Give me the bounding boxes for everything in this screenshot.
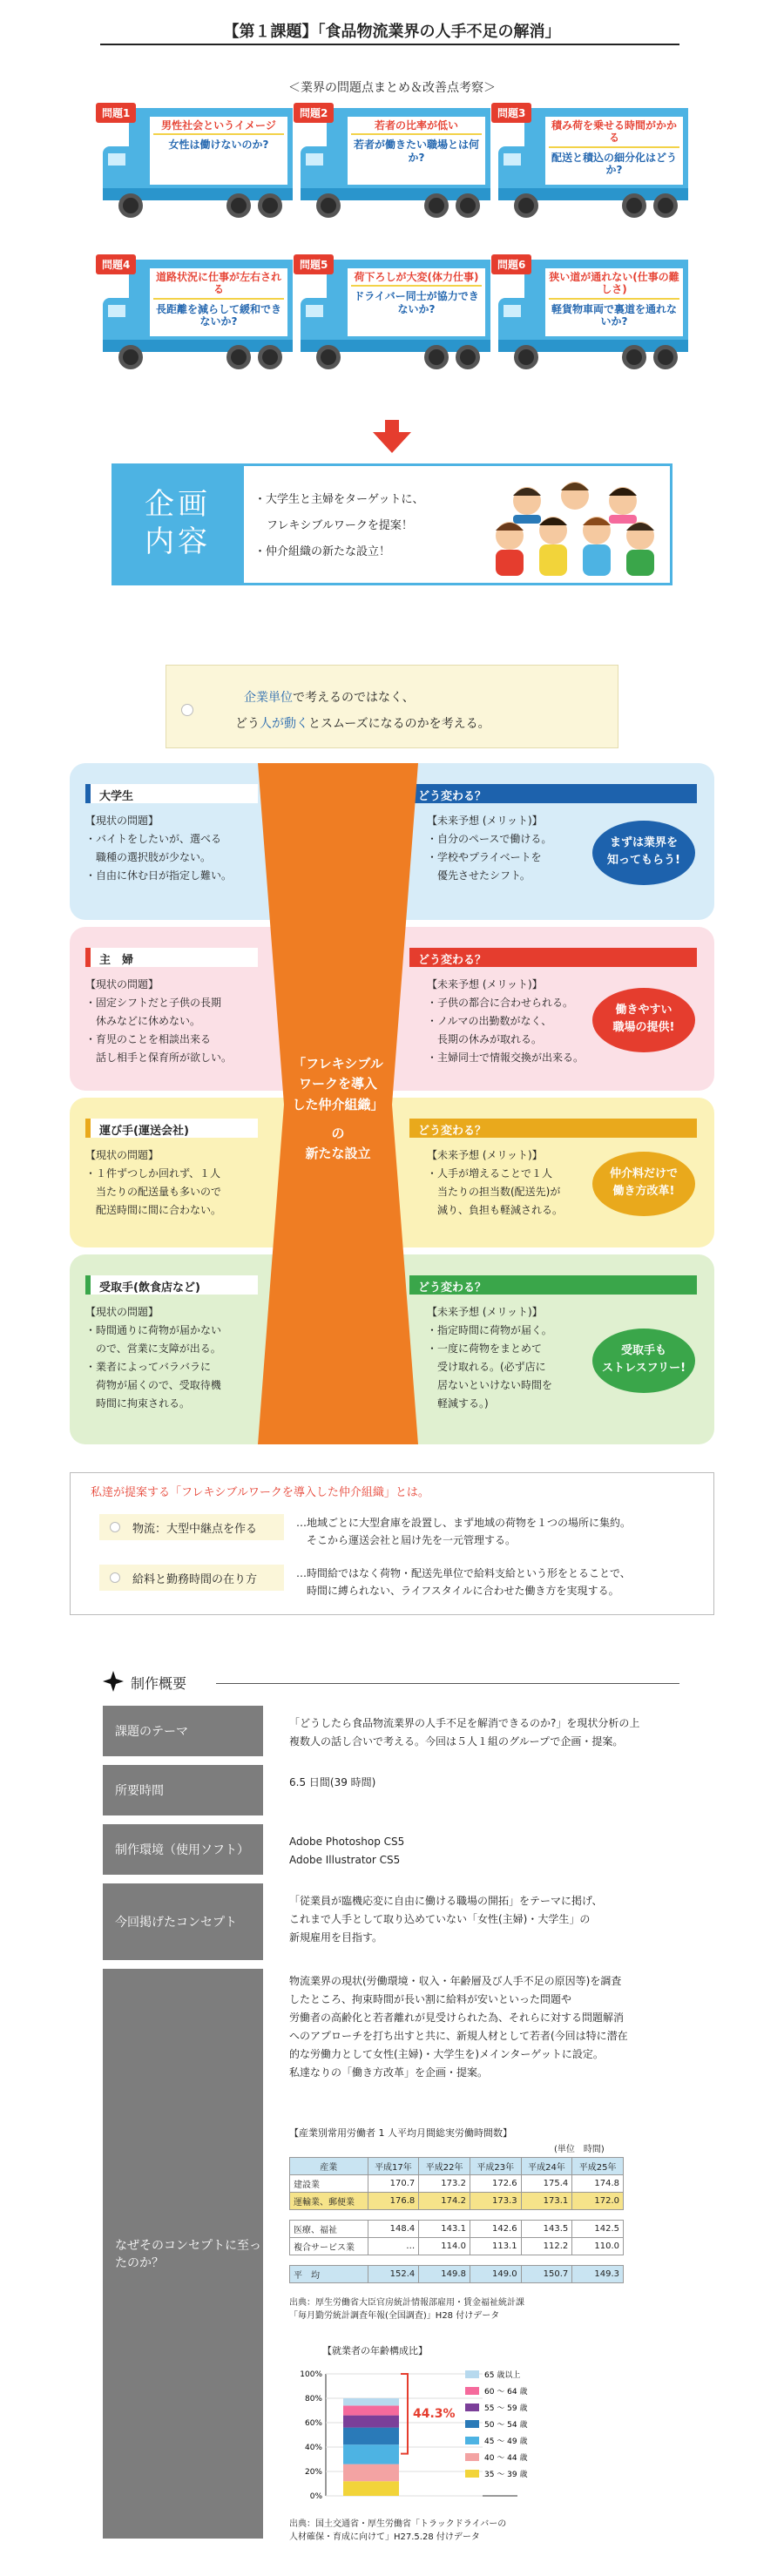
table-cell: 152.4 — [368, 2266, 419, 2283]
bar-segment — [343, 2398, 399, 2405]
row-text-line: 労働者の高齢化と若者離れが見受けられた為、それらに対する問題解消 — [289, 2011, 625, 2024]
truck-window — [306, 153, 323, 166]
problem-text: 狭い道が通れない(仕事の難しさ) — [549, 271, 679, 300]
desc-line: …時間給ではなく荷物・配送先単位で給料支給という形をとることで、 — [296, 1567, 631, 1579]
table-row — [290, 2238, 624, 2255]
row-text-line: Adobe Illustrator CS5 — [289, 1854, 401, 1866]
improvement-text: 配送と積込の細分化はどうか? — [551, 151, 677, 177]
wheel-icon — [622, 345, 646, 369]
bar-segment — [343, 2405, 399, 2415]
legend-label: 60 ～ 64 歳 — [484, 2388, 528, 2397]
current-line: ・業者によってバラバラに — [85, 1361, 212, 1373]
legend-swatch — [465, 2404, 479, 2411]
bar-segment — [343, 2464, 399, 2482]
badge-line: 働き方改革! — [612, 1184, 675, 1198]
desc-line: 時間に縛られない、ライフスタイルに合わせた働き方を実現する。 — [296, 1585, 619, 1598]
overview-row-label: 課題のテーマ — [103, 1706, 263, 1756]
future-line: 居ないといけない時間を — [427, 1379, 553, 1391]
section-badge — [592, 988, 695, 1052]
future-line: 当たりの担当数(配送先)が — [427, 1186, 561, 1198]
source-line: 「毎月勤労統計調査年報(全国調査)」H28 付けデータ — [289, 2311, 500, 2321]
current-line: ・時間通りに荷物が届かない — [85, 1324, 222, 1336]
current-title: 【現状の問題】 — [85, 1149, 159, 1161]
pill-label: 物流：大型中継点を作る — [132, 1523, 258, 1536]
wheel-icon — [226, 193, 251, 218]
overview-row-label: なぜそのコンセプトに至ったのか？ — [103, 1969, 263, 2539]
center-line: ワークを導入 — [298, 1076, 377, 1092]
section-label: 運び手(運送会社) — [85, 1119, 258, 1138]
wheel-icon — [456, 345, 480, 369]
source-line: 出典：国土交通省・厚生労働省「トラックドライバーの — [289, 2519, 507, 2529]
center-text — [258, 1054, 418, 1164]
wheel-icon — [653, 345, 678, 369]
desc-line: そこから運送会社と屆け先を一元管理する。 — [296, 1534, 517, 1547]
table-header-cell: 平成25年 — [572, 2158, 624, 2175]
table-row — [290, 2193, 624, 2210]
plan-item: フレキシブルワークを提案！ — [267, 519, 413, 532]
section-badge — [592, 1329, 695, 1393]
improvement-text: 若者が働きたい職場とは何か? — [353, 139, 479, 164]
wheel-icon — [258, 345, 282, 369]
row-text-line: へのアプローチを打ち出すと共に、新規人材として若者(今回は特に潜在 — [289, 2030, 628, 2042]
table-cell: 110.0 — [572, 2238, 624, 2255]
table-cell: 149.0 — [470, 2266, 521, 2283]
truck-window — [108, 153, 125, 166]
improvement-text: 長距離を減らして緩和できないか? — [155, 302, 281, 328]
truck-panel — [150, 268, 287, 336]
table-cell: 173.1 — [521, 2193, 572, 2210]
row-text-line: 的な労働力として女性(主婦)・大学生を)メインターゲットに設定。 — [289, 2048, 604, 2060]
table-cell: 174.8 — [572, 2175, 624, 2193]
section-label: 大学生 — [85, 784, 258, 803]
future-line: 減り、負担も軽減される。 — [427, 1204, 564, 1216]
problem-truck — [294, 254, 492, 385]
table-title: 【産業別常用労働者 1 人平均月間総実労働時間数】 — [289, 2127, 512, 2139]
legend-swatch — [465, 2453, 479, 2461]
wheel-icon — [653, 193, 678, 218]
future-line: 長期の休みが取れる。 — [427, 1033, 543, 1045]
summary-desc — [296, 1514, 631, 1550]
problem-truck — [491, 254, 690, 385]
table-cell: 142.5 — [572, 2221, 624, 2238]
note-line-1 — [244, 688, 415, 706]
problem-text: 若者の比率が低い — [351, 119, 482, 135]
table-cell: 114.0 — [419, 2238, 470, 2255]
section-label: 受取手(飲食店など) — [85, 1275, 258, 1295]
current-line: ・固定シフトだと子供の長期 — [85, 997, 222, 1009]
future-line: 優先させたシフト。 — [427, 869, 531, 882]
future-line: ・自分のペースで働ける。 — [427, 833, 552, 845]
section-label: 主 婦 — [85, 948, 258, 967]
table-cell: 176.8 — [368, 2193, 419, 2210]
badge-line: 受取手も — [620, 1344, 666, 1357]
wheel-icon — [316, 345, 341, 369]
table-cell: 149.3 — [572, 2266, 624, 2283]
problem-truck — [96, 254, 294, 385]
note-highlight: 人が動く — [260, 717, 308, 731]
table-row — [290, 2175, 624, 2193]
problem-text: 荷下ろしが大変(体力仕事) — [351, 271, 482, 287]
wheel-icon — [424, 193, 449, 218]
problem-text: 道路状況に仕事が左右される — [153, 271, 284, 300]
table-cell: 医療、福祉 — [290, 2221, 368, 2238]
table-header-cell: 平成22年 — [419, 2158, 470, 2175]
current-line: ・バイトをしたいが、選べる — [85, 833, 222, 845]
badge-line: 働きやすい — [615, 1004, 672, 1017]
future-line: ・学校やプライベートを — [427, 851, 542, 863]
overview-rule — [216, 1683, 679, 1684]
future-line: ・指定時間に荷物が届く。 — [427, 1324, 552, 1336]
table-cell: 172.0 — [572, 2193, 624, 2210]
center-line: の — [331, 1125, 345, 1141]
current-line: 話し相手と保育所が欲しい。 — [85, 1051, 233, 1064]
y-tick-label: 40% — [304, 2444, 322, 2452]
truck-panel — [150, 117, 287, 185]
problem-text: 男性社会というイメージ — [153, 119, 284, 135]
chart-source — [289, 2518, 506, 2544]
future-merits — [427, 1146, 563, 1220]
legend-swatch — [465, 2420, 479, 2428]
source-line: 出典：厚生労働省大臣官房統計情報部雇用・賃金福祉統計課 — [289, 2298, 524, 2308]
future-line: ・主婦同士で情報交換が出来る。 — [427, 1051, 585, 1064]
row-text-line: したところ、拘束時間が長い割に給料が安いといった問題や — [289, 1993, 572, 2005]
legend-label: 50 ～ 54 歳 — [484, 2421, 528, 2430]
how-change-bar: どう変わる？ — [409, 784, 697, 803]
problem-tag: 問題3 — [491, 103, 531, 123]
future-title: 【未来予想 (メリット)】 — [427, 1306, 543, 1318]
row-text-line: 6.5 日間(39 時間) — [289, 1776, 376, 1788]
plan-label — [112, 463, 244, 585]
current-problems — [85, 812, 232, 885]
future-line: 受け取れる。(必ず店に — [427, 1361, 546, 1373]
section-badge — [592, 1152, 695, 1216]
overview-row-label: 制作環境（使用ソフト） — [103, 1824, 263, 1875]
table-cell: 113.1 — [470, 2238, 521, 2255]
problem-tag: 問題1 — [96, 103, 136, 123]
current-line: 時間に拘束される。 — [85, 1397, 191, 1410]
truck-window — [306, 305, 323, 317]
improvement-text: 軽貨物車両で裏道を通れないか? — [551, 302, 677, 328]
table-cell: 172.6 — [470, 2175, 521, 2193]
badge-line: ストレスフリー! — [601, 1361, 686, 1375]
future-title: 【未来予想 (メリット)】 — [427, 978, 543, 991]
wheel-icon — [622, 193, 646, 218]
center-line: 新たな設立 — [305, 1146, 371, 1161]
current-title: 【現状の問題】 — [85, 815, 159, 827]
row-text-line: 新規雇用を目指す。 — [289, 1931, 383, 1944]
wheel-icon — [118, 193, 143, 218]
bar-segment — [343, 2444, 399, 2464]
y-tick-label: 80% — [304, 2395, 322, 2404]
crowd-illustration — [492, 475, 658, 578]
table-header-cell: 平成17年 — [368, 2158, 419, 2175]
overview-row-text — [289, 1892, 681, 1947]
hours-table — [289, 2157, 624, 2283]
current-line: ・１件ずつしか回れず、１人 — [85, 1167, 221, 1180]
row-text-line: 「どうしたら食品物流業界の人手不足を解消できるのか?」を現状分析の上 — [289, 1717, 640, 1729]
note-box — [166, 665, 618, 748]
legend-label: 40 ～ 44 歳 — [484, 2454, 528, 2463]
table-cell: 149.8 — [419, 2266, 470, 2283]
note-line-2 — [235, 714, 490, 732]
legend-swatch — [465, 2437, 479, 2444]
table-cell: 148.4 — [368, 2221, 419, 2238]
crowd-faces-icon — [496, 482, 654, 576]
chart-title: 【就業者の年齢構成比】 — [322, 2345, 428, 2356]
legend-label: 35 ～ 39 歳 — [484, 2471, 528, 2479]
overview-row-text — [289, 1833, 681, 1869]
table-header-cell: 平成24年 — [521, 2158, 572, 2175]
truck-window — [108, 305, 125, 317]
wheel-icon — [316, 193, 341, 218]
truck-window — [504, 153, 521, 166]
current-line: 配送時間に間に合わない。 — [85, 1204, 222, 1216]
overview-heading: 制作概要 — [131, 1675, 187, 1692]
table-cell: 建設業 — [290, 2175, 368, 2193]
y-tick-label: 100% — [300, 2370, 322, 2379]
current-line: ・自由に休む日が指定し難い。 — [85, 869, 233, 882]
summary-pill — [99, 1565, 284, 1591]
problem-truck — [294, 103, 492, 233]
table-gap — [290, 2210, 624, 2221]
wheel-icon — [424, 345, 449, 369]
note-text: どう — [235, 717, 260, 731]
current-problems — [85, 1146, 221, 1220]
current-line: ので、営業に支障が出る。 — [85, 1342, 221, 1355]
y-tick-label: 60% — [304, 2419, 322, 2428]
legend-label: 65 歳以上 — [484, 2371, 521, 2380]
wheel-icon — [456, 193, 480, 218]
wheel-icon — [514, 193, 538, 218]
legend-swatch — [465, 2470, 479, 2478]
future-line: ・人手が増えることで１人 — [427, 1167, 553, 1180]
summary-desc — [296, 1565, 631, 1600]
overview-row-text — [289, 1972, 681, 2082]
table-cell: 143.1 — [419, 2221, 470, 2238]
truck-panel — [348, 117, 485, 185]
future-line: ・ノルマの出勤数がなく、 — [427, 1015, 552, 1027]
plan-label-line2: 内容 — [145, 524, 211, 559]
down-arrow-icon — [373, 420, 411, 453]
row-text-line: 「従業員が臨機応変に自由に働ける職場の開拓」をテーマに掲げ、 — [289, 1895, 603, 1907]
plan-item: ・仲介組織の新たな設立！ — [254, 545, 391, 558]
note-highlight: 企業単位 — [244, 691, 293, 705]
future-merits — [427, 1303, 552, 1413]
legend-swatch — [465, 2370, 479, 2378]
how-change-bar: どう変わる？ — [409, 1119, 697, 1138]
table-cell: 173.2 — [419, 2175, 470, 2193]
wheel-icon — [118, 345, 143, 369]
improvement-text: ドライバー同士が協力できないか? — [354, 290, 479, 315]
problem-text: 積み荷を乗せる時間がかかる — [549, 119, 679, 148]
problem-tag: 問題6 — [491, 254, 531, 274]
future-merits — [427, 812, 551, 885]
badge-line: 職場の提供! — [612, 1020, 675, 1034]
table-cell: 150.7 — [521, 2266, 572, 2283]
problem-tag: 問題4 — [96, 254, 136, 274]
problem-tag: 問題2 — [294, 103, 334, 123]
future-line: 軽減する。) — [427, 1397, 489, 1410]
table-cell: 112.2 — [521, 2238, 572, 2255]
badge-line: まずは業界を — [609, 836, 678, 849]
desc-line: …地域ごとに大型倉庫を設置し、まず地域の荷物を１つの場所に集約。 — [296, 1517, 632, 1529]
future-merits — [427, 976, 584, 1067]
current-line: 荷物が届くので、受取待機 — [85, 1379, 221, 1391]
center-line: 「フレキシブル — [293, 1056, 383, 1072]
how-change-bar: どう変わる？ — [409, 1275, 697, 1295]
row-text-line: これまで人手として取り込めていない「女性(主婦)・大学生」の — [289, 1913, 591, 1925]
current-line: ・育児のことを相談出来る — [85, 1033, 212, 1045]
legend-label: 45 ～ 49 歳 — [484, 2437, 528, 2446]
pill-dot-icon — [110, 1572, 120, 1583]
legend-label: 55 ～ 59 歳 — [484, 2404, 528, 2413]
summary-title: 私達が提案する「フレキシブルワークを導入した仲介組織」とは。 — [91, 1486, 429, 1499]
problem-truck — [491, 103, 690, 233]
future-title: 【未来予想 (メリット)】 — [427, 1149, 543, 1161]
truck-panel — [545, 117, 683, 185]
problem-truck — [96, 103, 294, 233]
table-cell: 174.2 — [419, 2193, 470, 2210]
row-text-line: Adobe Photoshop CS5 — [289, 1836, 405, 1848]
current-problems — [85, 976, 232, 1067]
overview-row-label: 今回掲げたコンセプト — [103, 1883, 263, 1960]
table-cell: 142.6 — [470, 2221, 521, 2238]
wheel-icon — [258, 193, 282, 218]
source-line: 人材確保・育成に向けて」H27.5.28 付けデータ — [289, 2532, 480, 2542]
section-badge — [592, 821, 695, 885]
table-gap — [290, 2255, 624, 2266]
badge-line: 仲介料だけで — [609, 1167, 678, 1180]
table-header-cell: 平成23年 — [470, 2158, 521, 2175]
summary-pill — [99, 1514, 284, 1540]
table-cell: 複合サービス業 — [290, 2238, 368, 2255]
row-text-line: 私達なりの「働き方改革」を企画・提案。 — [289, 2066, 489, 2079]
page-title: 【第１課題】「食品物流業界の人手不足の解消」 — [223, 23, 561, 41]
pill-dot-icon — [110, 1522, 120, 1532]
current-title: 【現状の問題】 — [85, 1306, 159, 1318]
current-problems — [85, 1303, 221, 1413]
plan-label-line1: 企画 — [145, 487, 211, 522]
current-line: 職種の選択肢が少ない。 — [85, 851, 212, 863]
bar-segment — [343, 2428, 399, 2445]
table-gap-row — [290, 2255, 624, 2266]
table-cell: 平 均 — [290, 2266, 368, 2283]
table-gap-row — [290, 2210, 624, 2221]
center-line: した仲介組織」 — [292, 1096, 384, 1112]
title-rule — [100, 44, 679, 45]
badge-line: 知ってもらう! — [607, 853, 680, 867]
current-line: 休みなどに休めない。 — [85, 1015, 201, 1027]
truck-panel — [545, 268, 683, 336]
truck-panel — [348, 268, 485, 336]
pill-label: 給料と勤務時間の在り方 — [132, 1573, 258, 1586]
sparkle-icon — [103, 1671, 124, 1692]
problem-tag: 問題5 — [294, 254, 334, 274]
improvement-text: 女性は働けないのか? — [168, 139, 269, 152]
table-cell: 143.5 — [521, 2221, 572, 2238]
overview-row-text — [289, 1714, 681, 1751]
truck-window — [504, 305, 521, 317]
table-row — [290, 2221, 624, 2238]
annotation-label: 44.3% — [413, 2406, 456, 2421]
annotation-bracket — [401, 2374, 408, 2454]
note-text: とスムーズになるのかを考える。 — [308, 717, 490, 731]
table-header-row — [290, 2158, 624, 2175]
y-tick-label: 20% — [304, 2468, 322, 2477]
legend-swatch — [465, 2387, 479, 2395]
table-source — [289, 2296, 524, 2322]
how-change-bar: どう変わる？ — [409, 948, 697, 967]
table-cell: 運輸業、郵便業 — [290, 2193, 368, 2210]
table-cell: 175.4 — [521, 2175, 572, 2193]
bar-segment — [343, 2481, 399, 2496]
row-text-line: 複数人の話し合いで考える。今回は５人１組のグループで企画・提案。 — [289, 1735, 624, 1748]
future-title: 【未来予想 (メリット)】 — [427, 815, 543, 827]
current-title: 【現状の問題】 — [85, 978, 159, 991]
wheel-icon — [226, 345, 251, 369]
table-unit: (単位 時間) — [554, 2145, 605, 2154]
table-cell: … — [368, 2238, 419, 2255]
table-cell: 173.3 — [470, 2193, 521, 2210]
table-header-cell: 産業 — [290, 2158, 368, 2175]
age-composition-chart — [291, 2361, 578, 2509]
bar-segment — [343, 2416, 399, 2428]
plan-item: ・大学生と主婦をターゲットに、 — [254, 493, 424, 506]
table-cell: 170.7 — [368, 2175, 419, 2193]
problems-heading: ＜業界の問題点まとめ＆改善点考察＞ — [288, 81, 496, 95]
future-line: ・子供の都合に合わせられる。 — [427, 997, 574, 1009]
note-text: で考えるのではなく、 — [293, 691, 415, 705]
row-text-line: 物流業界の現状(労働環境・収入・年齢層及び人手不足の原因等)を調査 — [289, 1975, 622, 1987]
future-line: ・一度に荷物をまとめて — [427, 1342, 543, 1355]
overview-row-label: 所要時間 — [103, 1765, 263, 1815]
y-tick-label: 0% — [309, 2492, 322, 2501]
note-dot-icon — [181, 704, 193, 716]
current-line: 当たりの配送量も多いので — [85, 1186, 222, 1198]
wheel-icon — [514, 345, 538, 369]
overview-row-text — [289, 1774, 681, 1792]
table-row — [290, 2266, 624, 2283]
